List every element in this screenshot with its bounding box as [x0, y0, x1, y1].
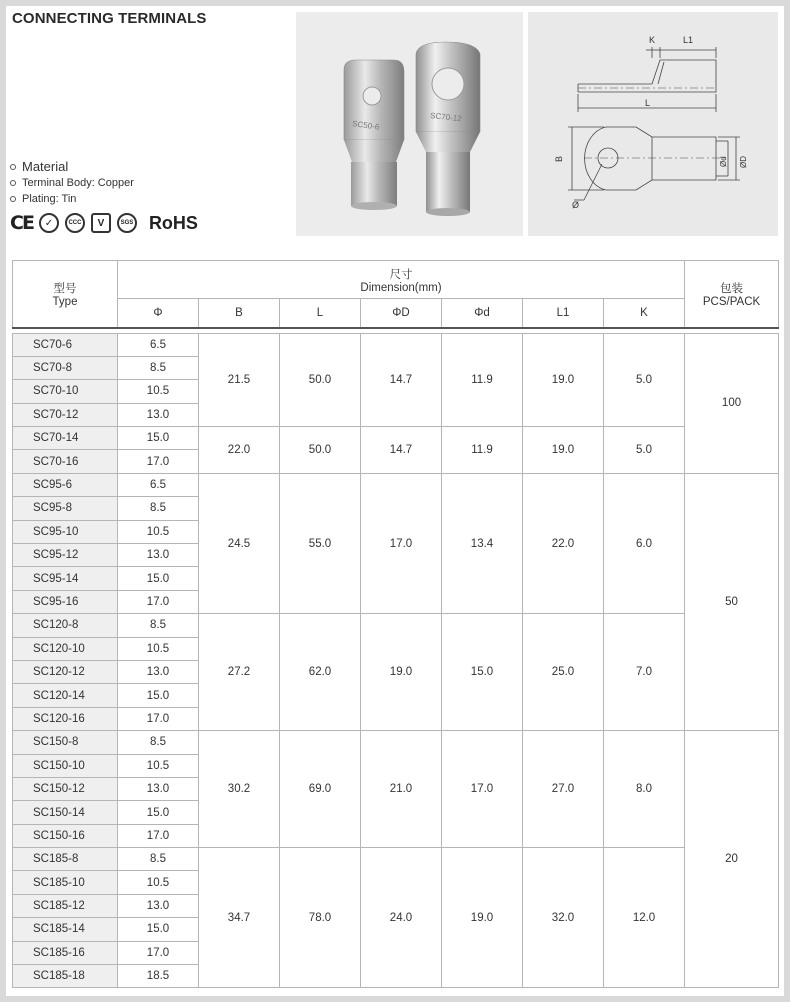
phi-cell: 17.0	[118, 824, 199, 847]
type-header-en: Type	[52, 295, 78, 308]
subheader-row	[13, 299, 779, 328]
type-cell: SC95-14	[13, 567, 118, 590]
col-header-b: B	[199, 299, 280, 328]
phi-cell: 10.5	[118, 637, 199, 660]
type-cell: SC95-12	[13, 544, 118, 567]
phi-cell: 15.0	[118, 918, 199, 941]
dim-l1-label: L1	[683, 35, 694, 45]
phi-cell: 13.0	[118, 403, 199, 426]
l-cell: 69.0	[280, 731, 361, 848]
material-line	[10, 191, 134, 207]
phi-cell: 15.0	[118, 684, 199, 707]
product-photo	[296, 12, 523, 236]
col-header-phi: Φ	[118, 299, 199, 328]
material-line-plating: Plating: Tin	[22, 193, 77, 205]
type-cell: SC70-12	[13, 403, 118, 426]
type-cell: SC120-16	[13, 707, 118, 730]
phi-d-cell: 17.0	[442, 731, 523, 848]
material-heading: Material	[22, 159, 69, 174]
dim-l-label: L	[645, 98, 651, 108]
dimension-header-cn: 尺寸	[389, 268, 413, 281]
type-cell: SC150-12	[13, 777, 118, 800]
phi-cell: 15.0	[118, 567, 199, 590]
dim-phi-label: Ø	[572, 200, 580, 210]
pack-cell: 20	[685, 731, 779, 988]
phi-d-cell: 11.9	[442, 333, 523, 427]
phi-cell: 17.0	[118, 590, 199, 613]
type-cell: SC95-16	[13, 590, 118, 613]
phi-cell: 15.0	[118, 427, 199, 450]
type-cell: SC95-6	[13, 473, 118, 496]
k-cell: 8.0	[604, 731, 685, 848]
material-list	[10, 158, 134, 207]
pack-header-en: PCS/PACK	[702, 295, 761, 308]
b-cell: 27.2	[199, 614, 280, 731]
phi-D-cell: 21.0	[361, 731, 442, 848]
phi-cell: 15.0	[118, 801, 199, 824]
b-cell: 34.7	[199, 848, 280, 988]
type-cell: SC120-12	[13, 660, 118, 683]
type-cell: SC150-16	[13, 824, 118, 847]
type-cell: SC185-8	[13, 848, 118, 871]
l1-cell: 25.0	[523, 614, 604, 731]
dim-k-label: K	[649, 35, 656, 45]
type-cell: SC95-8	[13, 497, 118, 520]
phi-cell: 8.5	[118, 731, 199, 754]
b-cell: 24.5	[199, 473, 280, 613]
v-certification-icon: V	[91, 213, 111, 233]
l1-cell: 19.0	[523, 427, 604, 474]
table-row	[13, 473, 779, 496]
phi-d-cell: 11.9	[442, 427, 523, 474]
b-cell: 30.2	[199, 731, 280, 848]
type-cell: SC70-16	[13, 450, 118, 473]
bullet-icon	[10, 180, 16, 186]
phi-cell: 17.0	[118, 941, 199, 964]
col-header-l1: L1	[523, 299, 604, 328]
pack-header	[685, 261, 779, 328]
table-row	[13, 848, 779, 871]
page-title: CONNECTING TERMINALS	[12, 10, 207, 27]
col-header-phi-D: ΦD	[361, 299, 442, 328]
type-cell: SC185-14	[13, 918, 118, 941]
phi-d-cell: 19.0	[442, 848, 523, 988]
type-header-cn: 型号	[53, 282, 77, 295]
rohs-mark: RoHS	[148, 212, 198, 233]
phi-cell: 8.5	[118, 614, 199, 637]
l-cell: 78.0	[280, 848, 361, 988]
table-row	[13, 427, 779, 450]
type-cell: SC150-10	[13, 754, 118, 777]
certification-logos	[10, 212, 198, 234]
phi-D-cell: 14.7	[361, 427, 442, 474]
bullet-icon	[10, 164, 16, 170]
ccc-certification-icon: CCC	[65, 213, 85, 233]
type-cell: SC150-14	[13, 801, 118, 824]
type-cell: SC70-14	[13, 427, 118, 450]
dimension-header	[118, 261, 685, 299]
phi-D-cell: 24.0	[361, 848, 442, 988]
b-cell: 22.0	[199, 427, 280, 474]
type-cell: SC150-8	[13, 731, 118, 754]
type-cell: SC120-14	[13, 684, 118, 707]
dim-phiD-label: ØD	[739, 156, 748, 168]
technical-drawing	[528, 12, 778, 236]
spec-table-head	[13, 261, 779, 334]
bullet-icon	[10, 196, 16, 202]
l1-cell: 22.0	[523, 473, 604, 613]
phi-D-cell: 19.0	[361, 614, 442, 731]
col-header-phi-d: Φd	[442, 299, 523, 328]
terminal-dimension-drawing	[528, 12, 778, 236]
pack-cell: 50	[685, 473, 779, 730]
phi-cell: 10.5	[118, 754, 199, 777]
material-line	[10, 175, 134, 191]
phi-cell: 10.5	[118, 871, 199, 894]
phi-d-cell: 15.0	[442, 614, 523, 731]
phi-cell: 8.5	[118, 356, 199, 379]
type-cell: SC120-10	[13, 637, 118, 660]
phi-cell: 6.5	[118, 473, 199, 496]
header-row	[13, 261, 779, 299]
col-header-k: K	[604, 299, 685, 328]
phi-cell: 13.0	[118, 660, 199, 683]
l1-cell: 27.0	[523, 731, 604, 848]
l1-cell: 32.0	[523, 848, 604, 988]
l1-cell: 19.0	[523, 333, 604, 427]
type-cell: SC70-8	[13, 356, 118, 379]
k-cell: 5.0	[604, 333, 685, 427]
k-cell: 5.0	[604, 427, 685, 474]
table-row	[13, 731, 779, 754]
phi-cell: 8.5	[118, 848, 199, 871]
terminal-lugs-image	[296, 12, 523, 236]
photo-label-small: SC50-6	[351, 119, 380, 132]
check-certification-icon: ✓	[39, 213, 59, 233]
k-cell: 6.0	[604, 473, 685, 613]
type-cell: SC70-6	[13, 333, 118, 356]
phi-cell: 10.5	[118, 520, 199, 543]
type-cell: SC185-16	[13, 941, 118, 964]
pack-header-cn: 包装	[720, 282, 744, 295]
phi-D-cell: 17.0	[361, 473, 442, 613]
table-row	[13, 614, 779, 637]
phi-cell: 6.5	[118, 333, 199, 356]
phi-cell: 13.0	[118, 544, 199, 567]
pack-cell: 100	[685, 333, 779, 473]
phi-d-cell: 13.4	[442, 473, 523, 613]
dim-b-label: B	[554, 155, 564, 162]
phi-cell: 17.0	[118, 707, 199, 730]
b-cell: 21.5	[199, 333, 280, 427]
type-cell: SC70-10	[13, 380, 118, 403]
phi-cell: 8.5	[118, 497, 199, 520]
phi-D-cell: 14.7	[361, 333, 442, 427]
k-cell: 7.0	[604, 614, 685, 731]
l-cell: 62.0	[280, 614, 361, 731]
phi-cell: 13.0	[118, 777, 199, 800]
l-cell: 50.0	[280, 427, 361, 474]
spec-table-body	[13, 333, 779, 988]
col-header-l: L	[280, 299, 361, 328]
type-cell: SC95-10	[13, 520, 118, 543]
spec-table	[12, 260, 779, 988]
material-line-body: Terminal Body: Copper	[22, 177, 134, 189]
l-cell: 55.0	[280, 473, 361, 613]
photo-label-large: SC70-12	[429, 111, 463, 124]
table-row	[13, 333, 779, 356]
k-cell: 12.0	[604, 848, 685, 988]
phi-cell: 13.0	[118, 894, 199, 917]
type-cell: SC185-12	[13, 894, 118, 917]
phi-cell: 17.0	[118, 450, 199, 473]
dimension-header-en: Dimension(mm)	[360, 281, 442, 294]
phi-cell: 10.5	[118, 380, 199, 403]
phi-cell: 18.5	[118, 965, 199, 988]
material-heading-row	[10, 158, 134, 175]
type-cell: SC185-18	[13, 965, 118, 988]
ce-mark-icon: CE	[10, 212, 33, 234]
sgs-certification-icon: SGS	[117, 213, 137, 233]
type-header	[13, 261, 118, 328]
type-cell: SC120-8	[13, 614, 118, 637]
l-cell: 50.0	[280, 333, 361, 427]
type-cell: SC185-10	[13, 871, 118, 894]
dim-phid-label: Ød	[719, 156, 728, 167]
